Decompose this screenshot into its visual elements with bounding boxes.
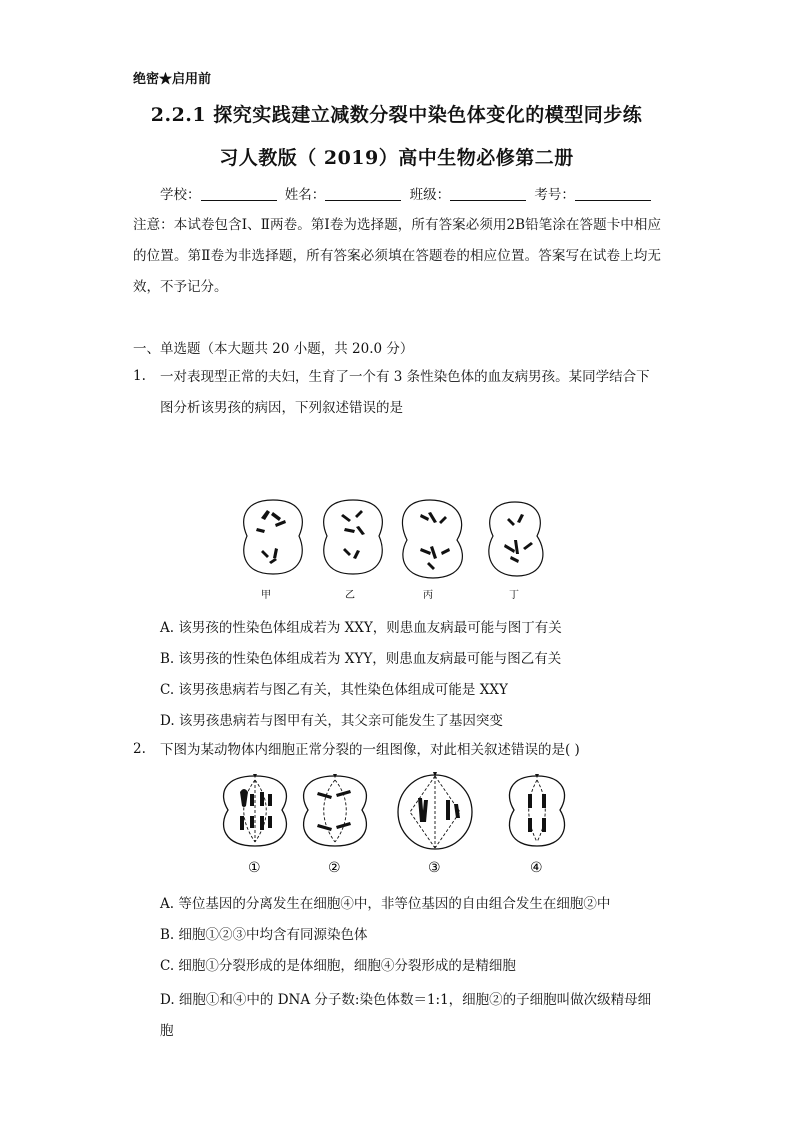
figure-2-label-1: ① <box>248 860 261 876</box>
school-blank[interactable] <box>201 188 277 201</box>
figure-1-label-yi: 乙 <box>345 590 355 601</box>
class-label: 班级： <box>409 187 451 203</box>
figure-2-label-3: ③ <box>428 860 441 876</box>
figure-1-label-ding: 丁 <box>509 590 519 601</box>
cell-jia-outline <box>244 500 303 574</box>
question-2-option-c[interactable]: C. 细胞①分裂形成的是体细胞，细胞④分裂形成的是精细胞 <box>160 958 516 974</box>
name-label: 姓名： <box>284 187 326 203</box>
class-blank[interactable] <box>450 188 526 201</box>
figure-1-label-jia: 甲 <box>261 590 271 601</box>
question-1-option-c[interactable]: C. 该男孩患病若与图乙有关，其性染色体组成可能是 XXY <box>160 682 508 698</box>
question-1-text: 一对表现型正常的夫妇，生育了一个有 3 条性染色体的血友病男孩。某同学结合下图分析该男孩的病因，下列叙述错误的是 <box>160 369 650 416</box>
question-1-option-d[interactable]: D. 该男孩患病若与图甲有关，其父亲可能发生了基因突变 <box>160 713 503 729</box>
exam-notice: 注意：本试卷包含Ⅰ、Ⅱ两卷。第Ⅰ卷为选择题，所有答案必须用2B铅笔涂在答题卡中相应的位置。第Ⅱ卷为非选择题，所有答案必须填在答题卷的相应位置。答案写在试卷上均无效，不予记分。 <box>133 217 661 295</box>
question-2-figure <box>210 770 580 882</box>
question-1-number: 1. <box>133 368 146 384</box>
cell-ding-outline <box>489 502 543 576</box>
student-info-row <box>160 183 655 203</box>
question-1-option-a[interactable]: A. 该男孩的性染色体组成若为 XXY，则患血友病最可能与图丁有关 <box>160 620 562 636</box>
page-title-line-1: 2.2.1 探究实践建立减数分裂中染色体变化的模型同步练 <box>150 104 643 126</box>
figure-2-label-4: ④ <box>530 860 543 876</box>
question-2-number: 2. <box>133 741 146 757</box>
question-2-text: 下图为某动物体内细胞正常分裂的一组图像，对此相关叙述错误的是( ) <box>160 742 580 758</box>
confidential-label: 绝密★启用前 <box>133 72 212 87</box>
question-2-option-d[interactable]: D. 细胞①和④中的 DNA 分子数:染色体数＝1:1，细胞②的子细胞叫做次级精母细胞 <box>160 992 652 1039</box>
question-1-figure <box>225 492 565 604</box>
question-1-option-b[interactable]: B. 该男孩的性染色体组成若为 XYY，则患血友病最可能与图乙有关 <box>160 651 562 667</box>
school-label: 学校： <box>160 187 201 203</box>
name-blank[interactable] <box>325 188 401 201</box>
section-title: 一、单选题（本大题共 20 小题，共 20.0 分） <box>133 341 414 357</box>
cell-yi-outline <box>324 500 383 574</box>
question-2-option-a[interactable]: A. 等位基因的分离发生在细胞④中，非等位基因的自由组合发生在细胞②中 <box>160 896 611 912</box>
figure-2-label-2: ② <box>328 860 341 876</box>
page-title-line-2: 习人教版（ 2019）高中生物必修第二册 <box>219 147 574 169</box>
question-2-option-b[interactable]: B. 细胞①②③中均含有同源染色体 <box>160 927 368 943</box>
exam-number-label: 考号： <box>534 187 575 203</box>
exam-number-blank[interactable] <box>575 188 651 201</box>
figure-1-label-bing: 丙 <box>423 590 433 601</box>
